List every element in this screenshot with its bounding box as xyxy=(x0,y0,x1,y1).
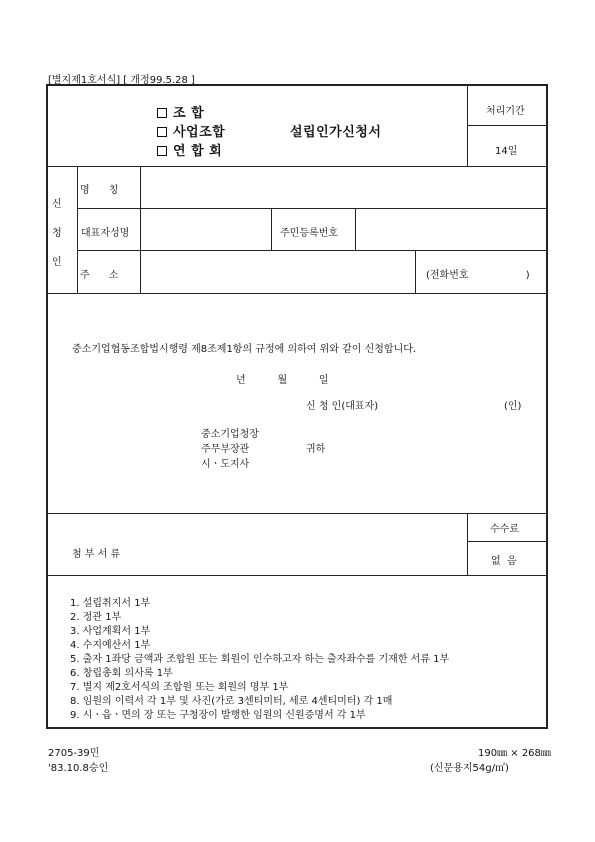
divider xyxy=(415,250,416,293)
form-title: 설립인가신청서 xyxy=(290,125,382,140)
option-business-union[interactable]: 사업조합 xyxy=(157,121,225,140)
divider xyxy=(77,166,78,293)
divider xyxy=(47,166,547,167)
footer-approval-date: '83.10.8승인 xyxy=(48,763,109,774)
attachment-item: 7. 별지 제2호서식의 조합원 또는 회원의 명부 1부 xyxy=(70,682,289,693)
representative-label: 대표자성명 xyxy=(81,228,130,239)
applicant-side-label-2: 청 xyxy=(52,228,62,239)
applicant-side-label-1: 신 xyxy=(52,199,62,210)
divider xyxy=(355,208,356,250)
divider xyxy=(467,85,468,166)
checkbox-icon[interactable] xyxy=(157,146,167,156)
divider xyxy=(467,541,547,542)
applicant-side-label-3: 인 xyxy=(52,257,62,268)
statement-text: 중소기업협동조합법시행령 제8조제1항의 규정에 의하여 위와 같이 신청합니다. xyxy=(72,344,417,355)
attachment-item: 8. 임원의 이력서 각 1부 및 사진(가로 3센티미터, 세로 4센티미터) 각 1매 xyxy=(70,696,393,707)
divider xyxy=(47,575,547,576)
fee-value: 없 음 xyxy=(491,556,517,567)
processing-period-label: 처리기간 xyxy=(486,106,525,117)
attachment-item: 9. 시ㆍ읍ㆍ면의 장 또는 구청장이 발행한 임원의 신원증명서 각 1부 xyxy=(70,710,366,721)
divider xyxy=(467,125,547,126)
divider xyxy=(47,293,547,294)
form-number-label: [별지제1호서식] [ 개정99.5.28 ] xyxy=(48,75,195,86)
recipient-3: 시ㆍ도지사 xyxy=(201,459,250,470)
checkbox-icon[interactable] xyxy=(157,108,167,118)
attachments-label: 첨 부 서 류 xyxy=(72,549,121,560)
fee-label: 수수료 xyxy=(490,524,519,535)
divider xyxy=(77,208,547,209)
divider xyxy=(271,208,272,250)
attachment-item: 3. 사업계획서 1부 xyxy=(70,626,151,637)
option-federation[interactable]: 연 합 회 xyxy=(157,140,222,159)
address-label: 주 소 xyxy=(80,270,119,281)
signer-label: 신 청 인(대표자) xyxy=(306,401,379,412)
recipient-1: 중소기업청장 xyxy=(201,429,259,440)
divider xyxy=(140,166,141,293)
attachment-item: 2. 정관 1부 xyxy=(70,612,122,623)
attachment-item: 4. 수지예산서 1부 xyxy=(70,640,151,651)
footer-paper-size: 190㎜ × 268㎜ xyxy=(478,748,551,759)
footer-paper-type: (신문용지54g/㎡) xyxy=(430,763,509,774)
checkbox-icon[interactable] xyxy=(157,127,167,137)
seal-mark[interactable]: (인) xyxy=(504,401,522,412)
resident-number-label: 주민등록번호 xyxy=(280,228,338,239)
honorific: 귀하 xyxy=(306,444,326,455)
footer-approval-number: 2705-39민 xyxy=(48,748,100,759)
recipient-2: 주무부장관 xyxy=(201,444,250,455)
divider xyxy=(47,513,547,514)
divider xyxy=(467,513,468,575)
attachment-item: 6. 창립총회 의사록 1부 xyxy=(70,668,173,679)
processing-period-value: 14일 xyxy=(495,146,518,157)
attachment-item: 1. 설립취지서 1부 xyxy=(70,598,151,609)
divider xyxy=(77,250,547,251)
option-union[interactable]: 조 합 xyxy=(157,102,204,121)
date-line[interactable]: 년 월 일 xyxy=(236,375,329,386)
phone-field[interactable]: (전화번호 ) xyxy=(426,270,530,281)
attachment-item: 5. 출자 1좌당 금액과 조합원 또는 회원이 인수하고자 하는 출자좌수를 기재한 서류 1부 xyxy=(70,654,450,665)
name-label: 명 칭 xyxy=(80,185,119,196)
